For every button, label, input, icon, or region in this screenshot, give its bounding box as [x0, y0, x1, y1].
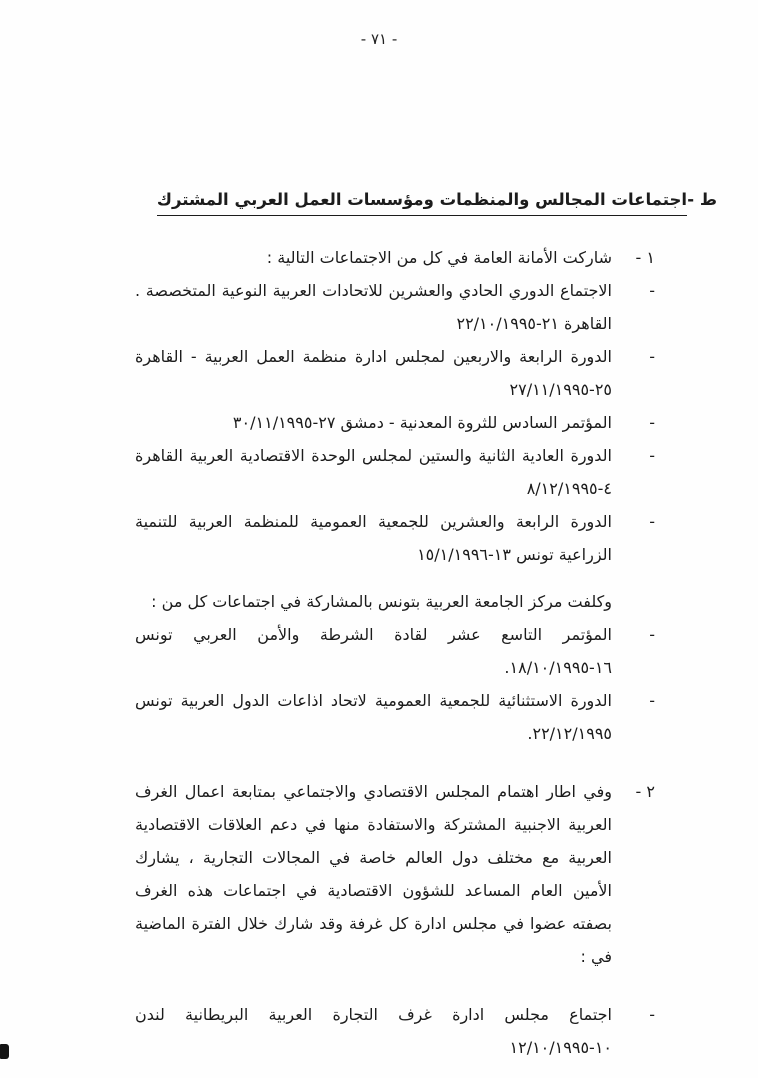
item-1-number: ١ - [635, 248, 655, 267]
bullet-text: الدورة الرابعة والاربعين لمجلس ادارة منظمة العمل العربية - القاهرة ٢٥-٢٧/١١/١٩٩٥ [135, 347, 612, 399]
bullet-dash-icon: - [649, 413, 655, 432]
bullet-item [135, 406, 717, 439]
section-title: اجتماعات المجالس والمنظمات ومؤسسات العمل العربي المشترك [157, 190, 687, 216]
bullet-item [135, 618, 717, 684]
bullet-text: اجتماع مجلس ادارة غرف التجارة العربية البريطانية لندن ١٠-١٢/١٠/١٩٩٥ [135, 1005, 612, 1057]
bullet-text: الدورة الاستثنائية للجمعية العمومية لاتحاد اذاعات الدول العربية تونس ٢٢/١٢/١٩٩٥. [135, 691, 612, 743]
bullet-dash-icon: - [649, 281, 655, 300]
bullet-dash-icon: - [649, 446, 655, 465]
item-1-intro-text: شاركت الأمانة العامة في كل من الاجتماعات التالية : [266, 248, 612, 267]
bullet-dash-icon: - [649, 347, 655, 366]
bullet-item [135, 340, 717, 406]
tunis-intro-text: وكلفت مركز الجامعة العربية بتونس بالمشاركة في اجتماعات كل من : [151, 592, 612, 611]
page-content [135, 185, 717, 1064]
numbered-item-2 [135, 775, 717, 973]
bullet-item [135, 505, 717, 571]
bullet-item [135, 274, 717, 340]
tunis-intro-paragraph [135, 585, 717, 618]
bullet-dash-icon: - [649, 691, 655, 710]
scan-artifact [0, 1044, 9, 1059]
bullet-text: المؤتمر السادس للثروة المعدنية - دمشق ٢٧-٣٠/١١/١٩٩٥ [232, 413, 612, 432]
bullet-item [135, 439, 717, 505]
section-letter-marker: ط - [687, 190, 717, 209]
bullet-text: الدورة الرابعة والعشرين للجمعية العمومية للمنظمة العربية للتنمية الزراعية تونس ١٣-١٥/١/١٩٩٦ [135, 512, 612, 564]
bullet-dash-icon: - [649, 512, 655, 531]
bullet-text: المؤتمر التاسع عشر لقادة الشرطة والأمن العربي تونس ١٦-١٨/١٠/١٩٩٥. [135, 625, 612, 677]
bullet-dash-icon: - [649, 625, 655, 644]
item-2-paragraph: وفي اطار اهتمام المجلس الاقتصادي والاجتماعي بمتابعة اعمال الغرف العربية الاجنبية المشتركة والاستفادة منها في دعم العلاقات الاقتصادية العربية مع مختلف دول العالم خاصة في المجالات التجارية ، يشارك الأمين العام المساعد للشؤون الاقتصادية في اجتماعات هذه الغرف بصفته عضوا في مجلس ادارة كل غرفة وقد شارك خلال الفترة الماضية في : [135, 782, 612, 966]
numbered-item-1 [135, 241, 717, 274]
page-number: - ٧١ - [360, 30, 398, 48]
item-2-number: ٢ - [635, 782, 655, 801]
bullet-text: الاجتماع الدوري الحادي والعشرين للاتحادات العربية النوعية المتخصصة . القاهرة ٢١-٢٢/١٠/١٩٩٥ [135, 281, 612, 333]
bullet-item [135, 998, 717, 1064]
bullet-dash-icon: - [649, 1005, 655, 1024]
bullet-text: الدورة العادية الثانية والستين لمجلس الوحدة الاقتصادية العربية القاهرة ٤-٨/١٢/١٩٩٥ [135, 446, 612, 498]
section-heading [135, 185, 717, 215]
bullet-item [135, 684, 717, 750]
